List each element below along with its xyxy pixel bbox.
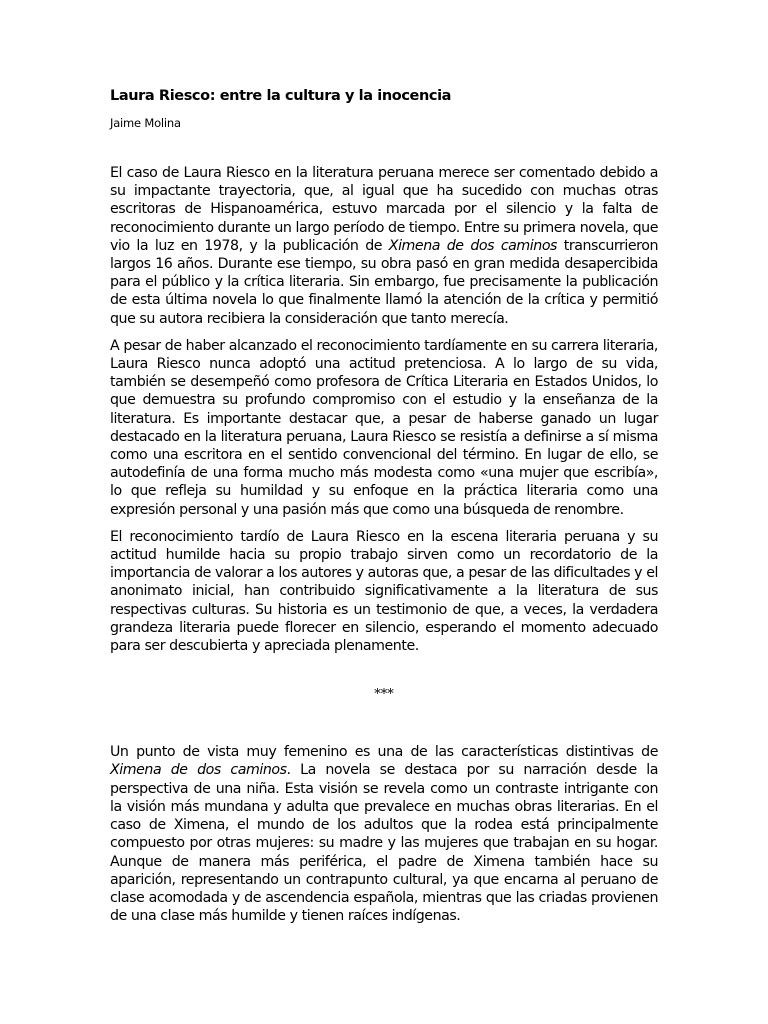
paragraph-1-text-a: El caso de Laura Riesco en la literatura peruana merece ser comentado debido a su impactante trayectoria, que, al igual que ha sucedido con muchas otras escritoras de Hispanoamérica, estuvo marcada por el silencio y la falta de reconocimiento durante un largo período de tiempo. Entre su primera novela, que vio la luz en 1978, y la publicación de (110, 165, 658, 254)
paragraph-1 (110, 164, 658, 328)
paragraph-1-text-b: transcurrieron largos 16 años. Durante ese tiempo, su obra pasó en gran medida desapercibida para el público y la crítica literaria. Sin embargo, fue precisamente la publicación de esta última novela lo que finalmente llamó la atención de la crítica y permitió que su autora recibiera la consideración que tanto merecía. (110, 237, 659, 327)
paragraph-4-text-a: Un punto de vista muy femenino es una de las características distintivas de (110, 744, 658, 761)
paragraph-4-text-b: . La novela se destaca por su narración desde la perspectiva de una niña. Esta visión se revela como un contraste intrigante con la visión más mundana y adulta que prevalece en muchas obras literarias. En el caso de Ximena, el mundo de los adultos que la rodea está principalmente compuesto por otras mujeres: su madre y las mujeres que trabajan en su hogar. Aunque de manera más periférica, el padre de Ximena también hace su aparición, representando un contrapunto cultural, ya que encarna al peruano de clase acomodada y de ascendencia española, mientras que las criadas provienen de una clase más humilde y tienen raíces indígenas. (110, 762, 658, 925)
book-title-ximena: Ximena de dos caminos (388, 237, 557, 254)
document-author: Jaime Molina (110, 116, 181, 130)
section-separator: *** (374, 687, 394, 703)
paragraph-2 (110, 337, 658, 519)
document-title: Laura Riesco: entre la cultura y la inocencia (110, 88, 452, 104)
book-title-ximena: Ximena de dos caminos (110, 762, 287, 779)
document-content (110, 86, 658, 925)
paragraph-3 (110, 528, 658, 655)
paragraph-3-text: El reconocimiento tardío de Laura Riesco en la escena literaria peruana y su actitud humilde hacia su propio trabajo sirven como un recordatorio de la importancia de valorar a los autores y autoras que, a pesar de las dificultades y el anonimato inicial, han contribuido significativamente a la literatura de sus respectivas culturas. Su historia es un testimonio de que, a veces, la verdadera grandeza literaria puede florecer en silencio, esperando el momento adecuado para ser descubierta y apreciada plenamente. (110, 528, 658, 655)
paragraph-2-text: A pesar de haber alcanzado el reconocimiento tardíamente en su carrera literaria, Laura Riesco nunca adoptó una actitud pretenciosa. A lo largo de su vida, también se desempeñó como profesora de Crítica Literaria en Estados Unidos, lo que demuestra su profundo compromiso con el estudio y la enseñanza de la literatura. Es importante destacar que, a pesar de haberse ganado un lugar destacado en la literatura peruana, Laura Riesco se resistía a definirse a sí misma como una escritora en el sentido convencional del término. En lugar de ello, se autodefinía de una forma mucho más modesta como «una mujer que escribía», lo que refleja su humildad y su enfoque en la práctica literaria como una expresión personal y una pasión más que como una búsqueda de renombre. (110, 337, 658, 518)
paragraph-4 (110, 743, 658, 925)
